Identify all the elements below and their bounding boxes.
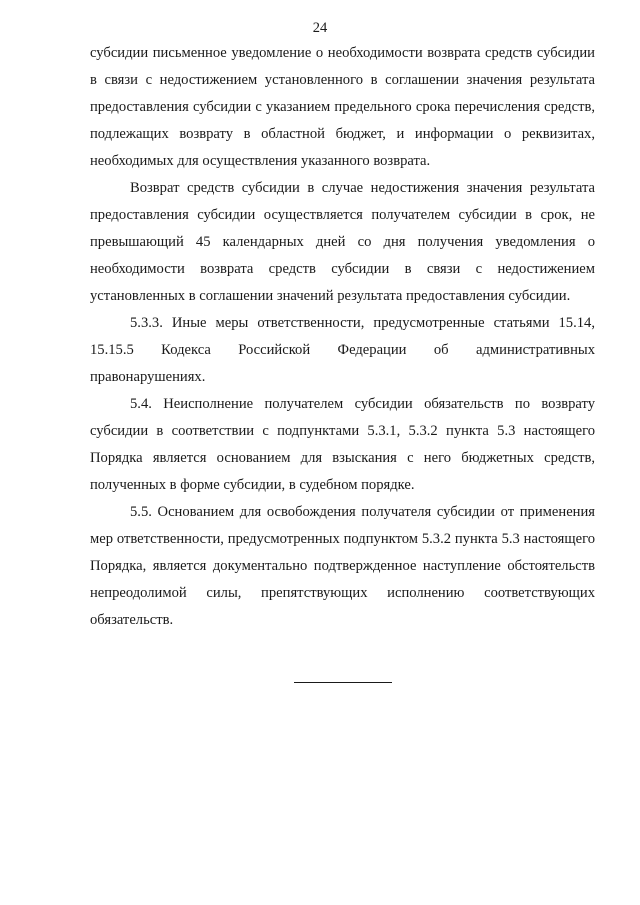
page-number: 24: [312, 20, 328, 36]
paragraph-clause-5-5: 5.5. Основанием для освобождения получателя субсидии от применения мер ответственности, предусмотренных подпунктом 5.3.2 пункта 5.3 настоящего Порядка, является документально подтвержденное наступление обстоятельств непреодолимой силы, препятствующих исполнению соответствующих обязательств.: [90, 504, 595, 628]
paragraph-continuation: субсидии письменное уведомление о необходимости возврата средств субсидии в связи с недостижением установленного в соглашении значения результата предоставления субсидии с указанием предельного срока перечисления средств, подлежащих возврату в областной бюджет, и информации о реквизитах, необходимых для осуществления указанного возврата.: [90, 45, 595, 169]
document-body: [90, 40, 595, 634]
paragraph-clause-5-4: 5.4. Неисполнение получателем субсидии обязательств по возврату субсидии в соответствии с подпунктами 5.3.1, 5.3.2 пункта 5.3 настоящего Порядка является основанием для взыскания с него бюджетных средств, полученных в форме субсидии, в судебном порядке.: [90, 396, 595, 493]
paragraph-return-terms: Возврат средств субсидии в случае недостижения значения результата предоставления субсидии осуществляется получателем субсидии в срок, не превышающий 45 календарных дней со дня получения уведомления о необходимости возврата средств субсидии в связи с недостижением установленных в соглашении значений результата предоставления субсидии.: [90, 180, 595, 304]
paragraph-clause-5-3-3: 5.3.3. Иные меры ответственности, предусмотренные статьями 15.14, 15.15.5 Кодекса Российской Федерации об административных правонарушениях.: [90, 315, 595, 385]
end-of-document-rule: [294, 682, 392, 683]
